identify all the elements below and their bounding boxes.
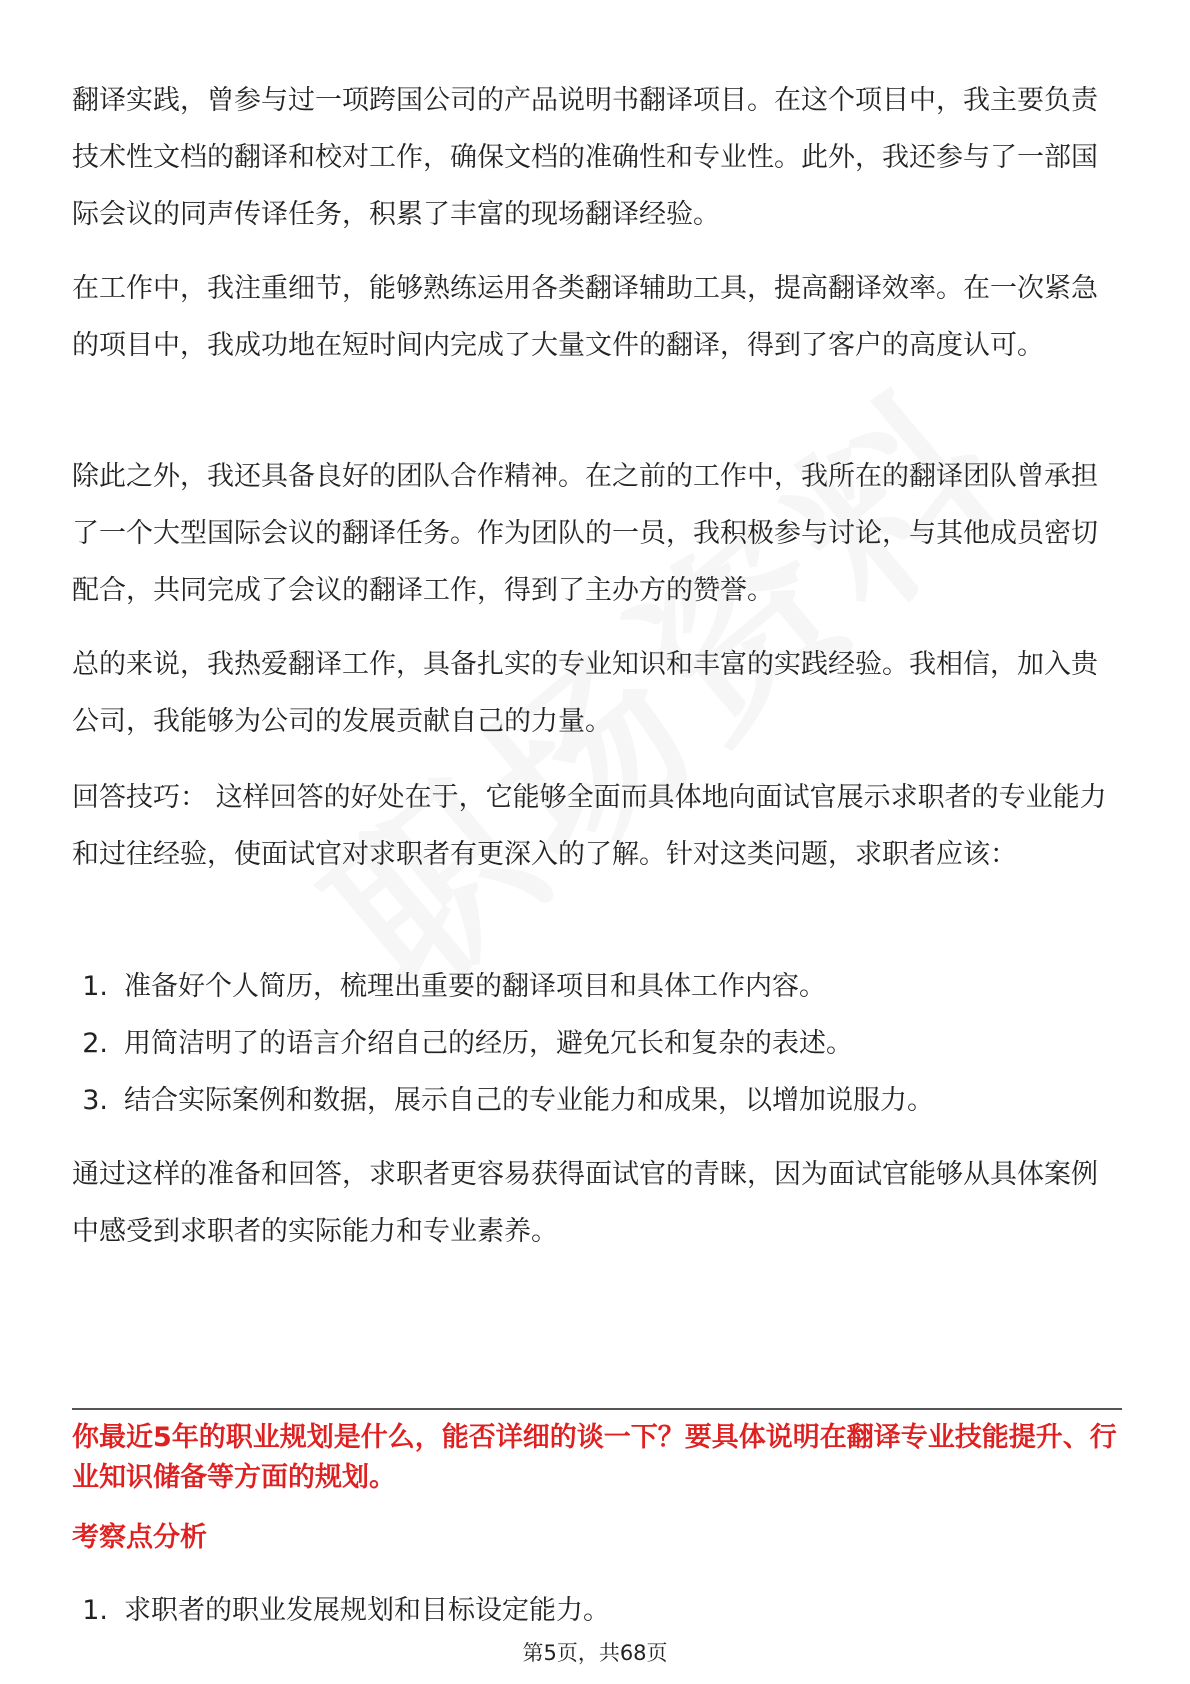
list-item	[72, 1015, 1122, 1072]
analysis-points-list	[72, 1582, 1122, 1639]
cut-off-line	[72, 0, 1122, 20]
page-footer: 第5页，共68页	[522, 1641, 668, 1665]
paragraph-conclusion: 通过这样的准备和回答，求职者更容易获得面试官的青睐，因为面试官能够从具体案例中感受到求职者的实际能力和专业素养。	[72, 1159, 1098, 1247]
list-item	[72, 1582, 1122, 1639]
paragraph-teamwork: 除此之外，我还具备良好的团队合作精神。在之前的工作中，我所在的翻译团队曾承担了一个大型国际会议的翻译任务。作为团队的一员，我积极参与讨论，与其他成员密切配合，共同完成了会议的翻译工作，得到了主办方的赞誉。	[72, 461, 1098, 606]
section-divider	[72, 1408, 1122, 1410]
section-title-analysis: 考察点分析	[72, 1522, 207, 1553]
paragraph-summary: 总的来说，我热爱翻译工作，具备扎实的专业知识和丰富的实践经验。我相信，加入贵公司，我能够为公司的发展贡献自己的力量。	[72, 649, 1098, 737]
list-text: 结合实际案例和数据，展示自己的专业能力和成果，以增加说服力。	[124, 1085, 934, 1116]
list-number: 1.	[82, 1595, 108, 1626]
list-text: 用简洁明了的语言介绍自己的经历，避免冗长和复杂的表述。	[124, 1028, 853, 1059]
paragraph-experience: 翻译实践，曾参与过一项跨国公司的产品说明书翻译项目。在这个项目中，我主要负责技术性文档的翻译和校对工作，确保文档的准确性和专业性。此外，我还参与了一部国际会议的同声传译任务，积累了丰富的现场翻译经验。	[72, 85, 1098, 230]
list-item	[72, 1072, 1122, 1129]
paragraph-work-detail: 在工作中，我注重细节，能够熟练运用各类翻译辅助工具，提高翻译效率。在一次紧急的项目中，我成功地在短时间内完成了大量文件的翻译，得到了客户的高度认可。	[72, 273, 1098, 361]
list-text: 求职者的职业发展规划和目标设定能力。	[124, 1595, 610, 1626]
list-text: 准备好个人简历，梳理出重要的翻译项目和具体工作内容。	[124, 971, 826, 1002]
list-number: 2.	[82, 1028, 108, 1059]
paragraph-answer-tips: 回答技巧： 这样回答的好处在于，它能够全面而具体地向面试官展示求职者的专业能力和过往经验，使面试官对求职者有更深入的了解。针对这类问题，求职者应该：	[72, 782, 1107, 870]
question-heading: 你最近5年的职业规划是什么，能否详细的谈一下？要具体说明在翻译专业技能提升、行业知识储备等方面的规划。	[72, 1422, 1117, 1493]
list-number: 1.	[82, 971, 108, 1002]
list-item	[72, 958, 1122, 1015]
list-number: 3.	[82, 1085, 108, 1116]
tips-list	[72, 958, 1122, 1129]
